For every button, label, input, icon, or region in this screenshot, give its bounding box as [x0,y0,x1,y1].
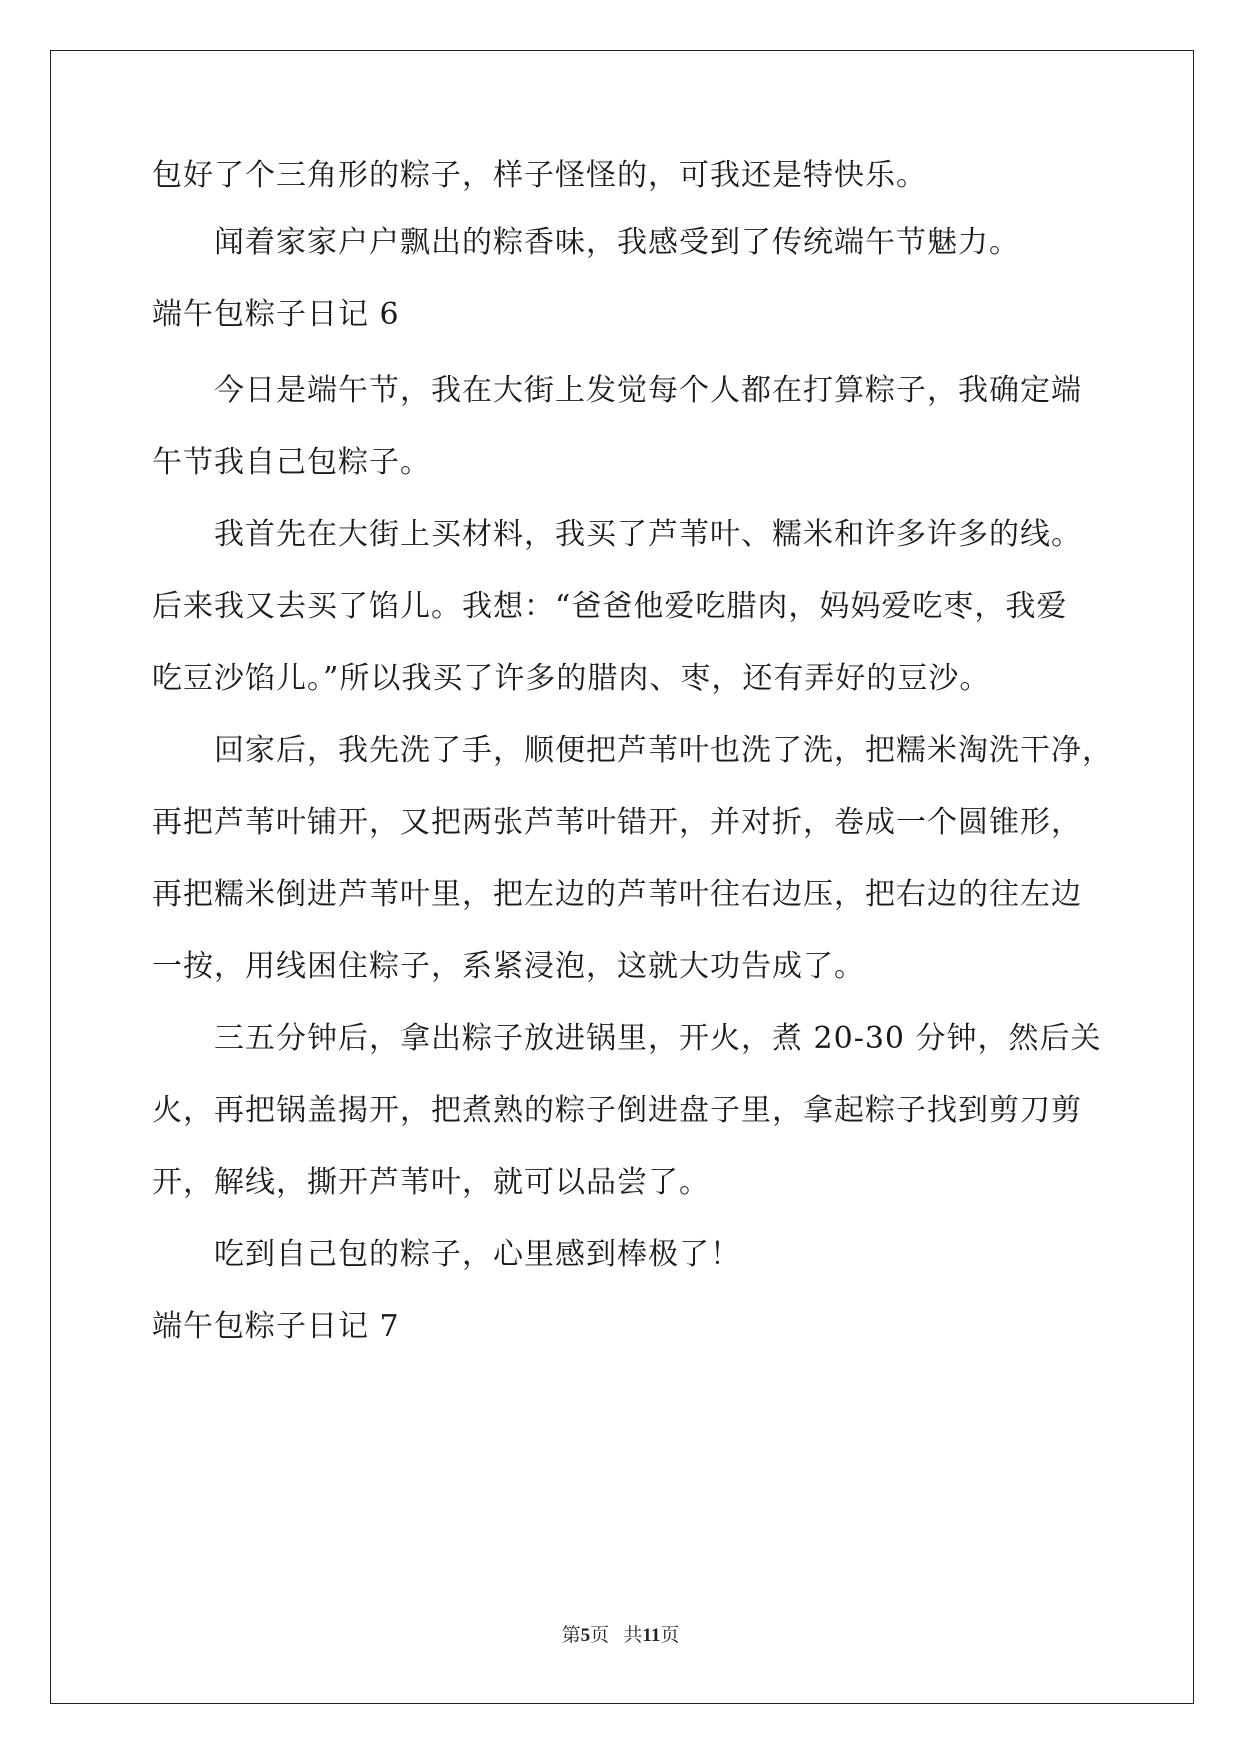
page-prefix: 第 [561,1625,581,1646]
page-suffix: 页 [590,1625,610,1646]
section-heading: 端午包粽子日记 7 [152,1309,400,1344]
paragraph-line: 闻着家家户户飘出的粽香味，我感受到了传统端午节魅力。 [214,225,1020,260]
total-prefix: 共 [623,1625,643,1646]
paragraph-line: 一按，用线困住粽子，系紧浸泡，这就大功告成了。 [152,949,865,984]
section-heading: 端午包粽子日记 6 [152,297,400,332]
paragraph-line: 包好了个三角形的粽子，样子怪怪的，可我还是特快乐。 [152,158,927,193]
paragraph-line: 三五分钟后，拿出粽子放进锅里，开火，煮 20-30 分钟，然后关 [214,1021,1102,1056]
paragraph-line: 吃到自己包的粽子，心里感到棒极了！ [214,1237,741,1272]
total-suffix: 页 [660,1625,680,1646]
paragraph-line: 吃豆沙馅儿。”所以我买了许多的腊肉、枣，还有弄好的豆沙。 [152,661,991,696]
page-number: 5 [580,1625,591,1646]
paragraph-line: 我首先在大街上买材料，我买了芦苇叶、糯米和许多许多的线。 [214,517,1082,552]
total-pages: 11 [642,1625,661,1646]
paragraph-line: 开，解线，撕开芦苇叶，就可以品尝了。 [152,1165,710,1200]
paragraph-line: 午节我自己包粽子。 [152,445,431,480]
paragraph-line: 再把芦苇叶铺开，又把两张芦苇叶错开，并对折，卷成一个圆锥形， [152,805,1082,840]
paragraph-line: 火，再把锅盖揭开，把煮熟的粽子倒进盘子里，拿起粽子找到剪刀剪 [152,1093,1082,1128]
paragraph-line: 后来我又去买了馅儿。我想：“爸爸他爱吃腊肉，妈妈爱吃枣，我爱 [152,589,1068,624]
paragraph-line: 今日是端午节，我在大街上发觉每个人都在打算粽子，我确定端 [214,373,1082,408]
paragraph-line: 再把糯米倒进芦苇叶里，把左边的芦苇叶往右边压，把右边的往左边 [152,877,1082,912]
paragraph-line: 回家后，我先洗了手，顺便把芦苇叶也洗了洗，把糯米淘洗干净， [214,733,1113,768]
page-footer [0,1620,1241,1647]
